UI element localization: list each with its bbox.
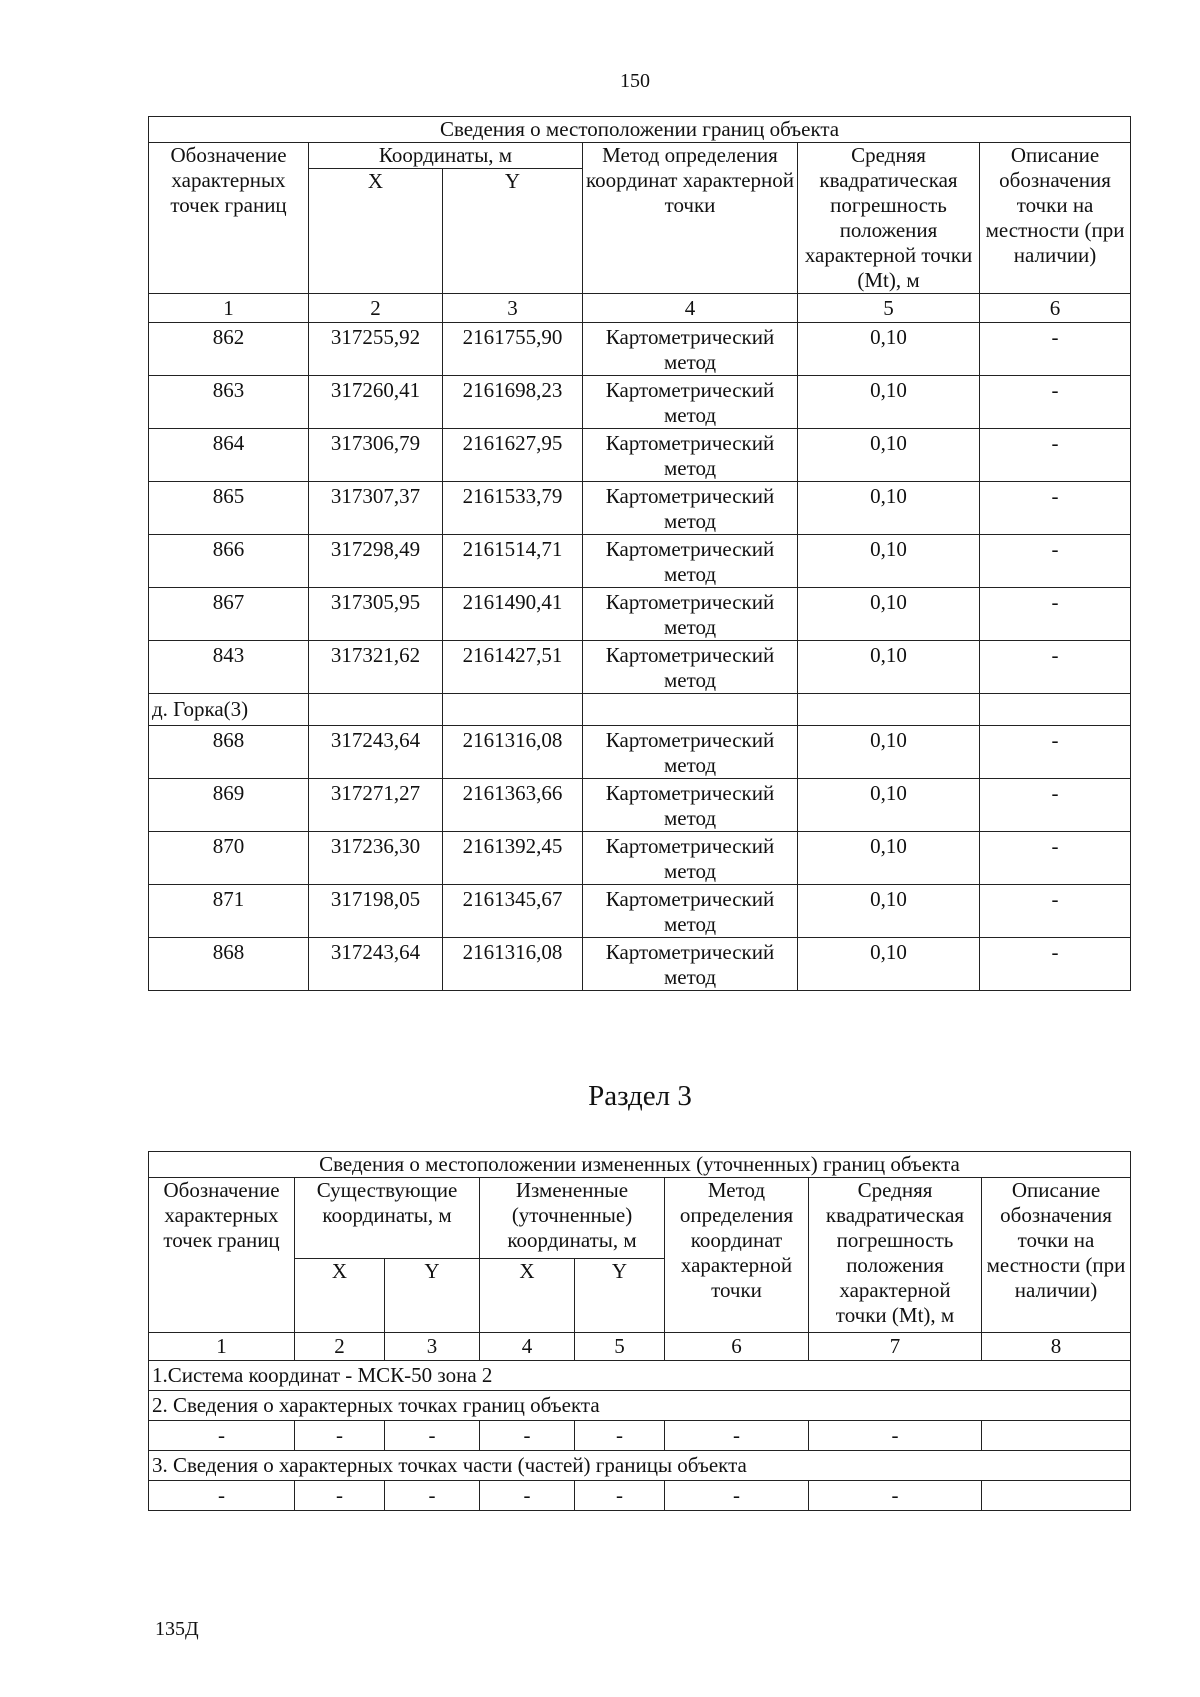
error-cell: 0,10 bbox=[798, 885, 980, 938]
dash-cell: - bbox=[480, 1421, 575, 1451]
y-cell: 2161755,90 bbox=[443, 323, 583, 376]
dash-cell: - bbox=[575, 1421, 665, 1451]
error-cell: 0,10 bbox=[798, 938, 980, 991]
y-cell: 2161533,79 bbox=[443, 482, 583, 535]
table-row bbox=[149, 376, 1131, 429]
y-cell: 2161316,08 bbox=[443, 938, 583, 991]
description-cell: - bbox=[980, 938, 1131, 991]
col-number: 6 bbox=[980, 294, 1131, 323]
method-cell: Картометрический метод bbox=[583, 641, 798, 694]
col-number: 2 bbox=[295, 1333, 385, 1361]
empty-cell bbox=[980, 694, 1131, 726]
empty-cell bbox=[798, 694, 980, 726]
header-y: Y bbox=[385, 1259, 480, 1333]
error-cell: 0,10 bbox=[798, 779, 980, 832]
empty-cell bbox=[309, 694, 443, 726]
x-cell: 317198,05 bbox=[309, 885, 443, 938]
x-cell: 317307,37 bbox=[309, 482, 443, 535]
col-number: 5 bbox=[798, 294, 980, 323]
method-cell: Картометрический метод bbox=[583, 376, 798, 429]
header-y: Y bbox=[443, 169, 583, 294]
changed-boundary-table bbox=[148, 1151, 1131, 1511]
y-cell: 2161427,51 bbox=[443, 641, 583, 694]
point-cell: 862 bbox=[149, 323, 309, 376]
document-code: 135Д bbox=[155, 1618, 199, 1640]
y-cell: 2161514,71 bbox=[443, 535, 583, 588]
method-cell: Картометрический метод bbox=[583, 938, 798, 991]
dash-cell: - bbox=[295, 1421, 385, 1451]
header-existing-coords: Существующие координаты, м bbox=[295, 1178, 480, 1259]
col-number: 3 bbox=[385, 1333, 480, 1361]
col-number: 7 bbox=[809, 1333, 982, 1361]
header-method: Метод определения координат характерной точки bbox=[583, 143, 798, 294]
boundary-table bbox=[148, 116, 1131, 991]
header-x: X bbox=[480, 1259, 575, 1333]
col-number: 1 bbox=[149, 294, 309, 323]
page-number: 150 bbox=[620, 70, 650, 92]
dash-cell: - bbox=[149, 1421, 295, 1451]
x-cell: 317243,64 bbox=[309, 726, 443, 779]
y-cell: 2161392,45 bbox=[443, 832, 583, 885]
error-cell: 0,10 bbox=[798, 535, 980, 588]
header-coords: Координаты, м bbox=[309, 143, 583, 169]
header-points: Обозначение характерных точек границ bbox=[149, 143, 309, 294]
header-description: Описание обозначения точки на местности (при наличии) bbox=[980, 143, 1131, 294]
y-cell: 2161698,23 bbox=[443, 376, 583, 429]
table-row bbox=[149, 482, 1131, 535]
point-cell: 867 bbox=[149, 588, 309, 641]
x-cell: 317305,95 bbox=[309, 588, 443, 641]
dash-cell: - bbox=[665, 1421, 809, 1451]
header-y: Y bbox=[575, 1259, 665, 1333]
method-cell: Картометрический метод bbox=[583, 323, 798, 376]
description-cell: - bbox=[980, 535, 1131, 588]
method-cell: Картометрический метод bbox=[583, 779, 798, 832]
point-cell: 870 bbox=[149, 832, 309, 885]
col-number: 2 bbox=[309, 294, 443, 323]
y-cell: 2161345,67 bbox=[443, 885, 583, 938]
col-number: 5 bbox=[575, 1333, 665, 1361]
dash-cell: - bbox=[480, 1481, 575, 1511]
settlement-subheading: д. Горка(3) bbox=[149, 694, 309, 726]
point-cell: 864 bbox=[149, 429, 309, 482]
method-cell: Картометрический метод bbox=[583, 885, 798, 938]
method-cell: Картометрический метод bbox=[583, 535, 798, 588]
y-cell: 2161316,08 bbox=[443, 726, 583, 779]
header-error: Средняя квадратическая погрешность положения характерной точки (Mt), м bbox=[809, 1178, 982, 1333]
empty-cell bbox=[443, 694, 583, 726]
method-cell: Картометрический метод bbox=[583, 588, 798, 641]
dash-cell: - bbox=[665, 1481, 809, 1511]
table-row bbox=[149, 779, 1131, 832]
table-title: Сведения о местоположении измененных (уточненных) границ объекта bbox=[149, 1152, 1131, 1178]
dash-cell: - bbox=[575, 1481, 665, 1511]
x-cell: 317255,92 bbox=[309, 323, 443, 376]
col-number: 3 bbox=[443, 294, 583, 323]
error-cell: 0,10 bbox=[798, 832, 980, 885]
description-cell: - bbox=[980, 832, 1131, 885]
point-cell: 863 bbox=[149, 376, 309, 429]
description-cell: - bbox=[980, 429, 1131, 482]
dash-cell: - bbox=[295, 1481, 385, 1511]
header-description: Описание обозначения точки на местности (при наличии) bbox=[982, 1178, 1131, 1333]
error-cell: 0,10 bbox=[798, 588, 980, 641]
method-cell: Картометрический метод bbox=[583, 482, 798, 535]
x-cell: 317306,79 bbox=[309, 429, 443, 482]
y-cell: 2161363,66 bbox=[443, 779, 583, 832]
x-cell: 317321,62 bbox=[309, 641, 443, 694]
dash-cell: - bbox=[149, 1481, 295, 1511]
point-cell: 868 bbox=[149, 726, 309, 779]
empty-cell bbox=[583, 694, 798, 726]
description-cell: - bbox=[980, 641, 1131, 694]
header-changed-coords: Измененные (уточненные) координаты, м bbox=[480, 1178, 665, 1259]
point-cell: 865 bbox=[149, 482, 309, 535]
method-cell: Картометрический метод bbox=[583, 832, 798, 885]
x-cell: 317271,27 bbox=[309, 779, 443, 832]
point-cell: 866 bbox=[149, 535, 309, 588]
description-cell: - bbox=[980, 885, 1131, 938]
points-section-row: 2. Сведения о характерных точках границ объекта bbox=[149, 1391, 1131, 1421]
description-cell: - bbox=[980, 376, 1131, 429]
description-cell: - bbox=[980, 323, 1131, 376]
description-cell: - bbox=[980, 779, 1131, 832]
dash-cell: - bbox=[809, 1481, 982, 1511]
col-number: 1 bbox=[149, 1333, 295, 1361]
description-cell: - bbox=[980, 588, 1131, 641]
table-row bbox=[149, 938, 1131, 991]
error-cell: 0,10 bbox=[798, 726, 980, 779]
x-cell: 317236,30 bbox=[309, 832, 443, 885]
point-cell: 869 bbox=[149, 779, 309, 832]
coordinate-system-row: 1.Система координат - МСК-50 зона 2 bbox=[149, 1361, 1131, 1391]
table-row bbox=[149, 885, 1131, 938]
x-cell: 317260,41 bbox=[309, 376, 443, 429]
error-cell: 0,10 bbox=[798, 376, 980, 429]
description-cell: - bbox=[980, 726, 1131, 779]
y-cell: 2161490,41 bbox=[443, 588, 583, 641]
y-cell: 2161627,95 bbox=[443, 429, 583, 482]
x-cell: 317298,49 bbox=[309, 535, 443, 588]
table-row bbox=[149, 588, 1131, 641]
header-error: Средняя квадратическая погрешность положения характерной точки (Mt), м bbox=[798, 143, 980, 294]
dash-cell bbox=[982, 1481, 1131, 1511]
table-row bbox=[149, 726, 1131, 779]
parts-section-row: 3. Сведения о характерных точках части (частей) границы объекта bbox=[149, 1451, 1131, 1481]
point-cell: 868 bbox=[149, 938, 309, 991]
dash-cell: - bbox=[385, 1481, 480, 1511]
header-x: X bbox=[295, 1259, 385, 1333]
table-row bbox=[149, 535, 1131, 588]
error-cell: 0,10 bbox=[798, 641, 980, 694]
error-cell: 0,10 bbox=[798, 323, 980, 376]
table-row bbox=[149, 832, 1131, 885]
col-number: 4 bbox=[480, 1333, 575, 1361]
header-x: X bbox=[309, 169, 443, 294]
dash-cell: - bbox=[385, 1421, 480, 1451]
error-cell: 0,10 bbox=[798, 429, 980, 482]
description-cell: - bbox=[980, 482, 1131, 535]
col-number: 8 bbox=[982, 1333, 1131, 1361]
col-number: 4 bbox=[583, 294, 798, 323]
header-method: Метод определения координат характерной точки bbox=[665, 1178, 809, 1333]
x-cell: 317243,64 bbox=[309, 938, 443, 991]
dash-cell bbox=[982, 1421, 1131, 1451]
table-row bbox=[149, 323, 1131, 376]
point-cell: 871 bbox=[149, 885, 309, 938]
header-points: Обозначение характерных точек границ bbox=[149, 1178, 295, 1333]
table-row bbox=[149, 641, 1131, 694]
point-cell: 843 bbox=[149, 641, 309, 694]
section-heading: Раздел 3 bbox=[588, 1080, 692, 1112]
table-title: Сведения о местоположении границ объекта bbox=[149, 117, 1131, 143]
dash-cell: - bbox=[809, 1421, 982, 1451]
method-cell: Картометрический метод bbox=[583, 429, 798, 482]
error-cell: 0,10 bbox=[798, 482, 980, 535]
method-cell: Картометрический метод bbox=[583, 726, 798, 779]
table-row bbox=[149, 429, 1131, 482]
col-number: 6 bbox=[665, 1333, 809, 1361]
